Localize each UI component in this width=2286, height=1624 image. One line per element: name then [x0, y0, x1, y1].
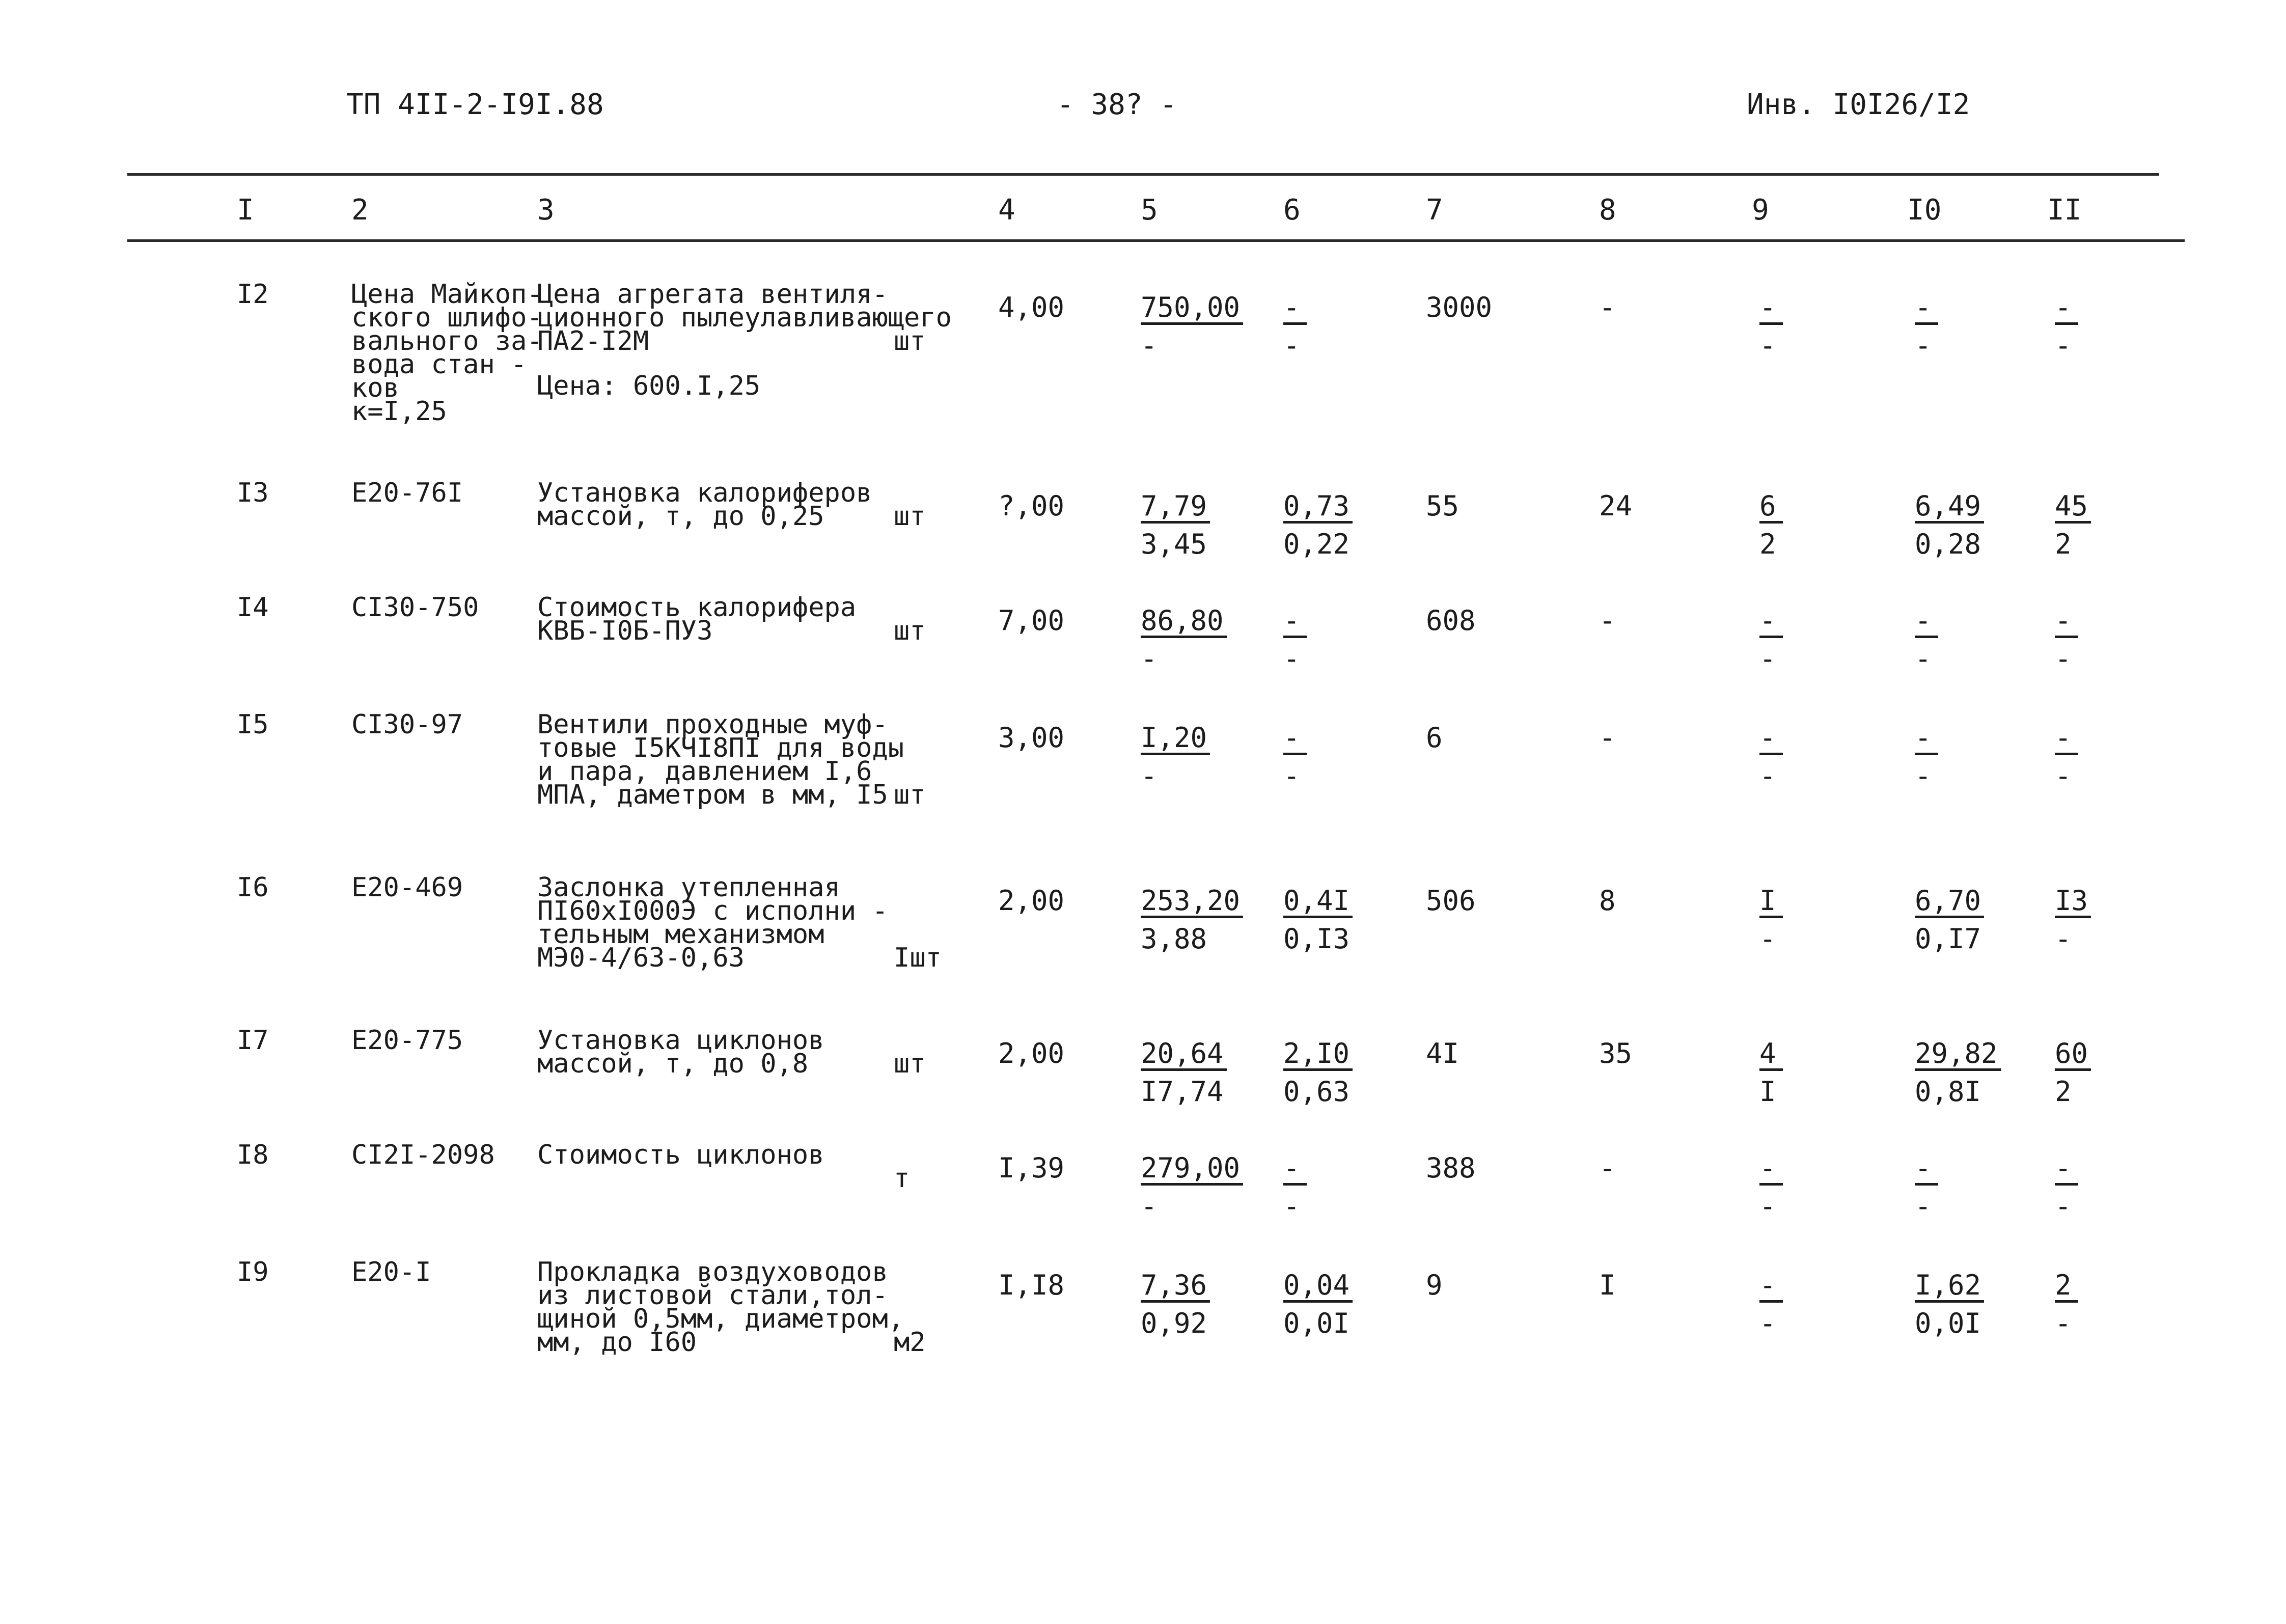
- fraction-value-c10: [1915, 492, 1984, 558]
- numerator: I,20: [1141, 724, 1210, 755]
- denominator: 3,88: [1141, 923, 1207, 955]
- column-number: 4: [998, 194, 1015, 227]
- rate-code: Е20-76I: [351, 478, 463, 508]
- work-description: Цена агрегата вентиля- ционного пылеулавливающего ПА2-I2М: [537, 279, 952, 356]
- value-col8: I: [1599, 1269, 1616, 1301]
- fraction-value-c5: [1141, 1037, 1227, 1108]
- total-cost: 4I: [1426, 1037, 1459, 1069]
- fraction-value-c5: [1141, 724, 1210, 790]
- fraction-value-c6: [1283, 1154, 1307, 1220]
- denominator: -: [1915, 329, 1932, 362]
- denominator: -: [1141, 643, 1158, 675]
- fraction-value-c6: [1283, 724, 1307, 790]
- column-number: 2: [351, 194, 369, 227]
- denominator: I: [1759, 1076, 1776, 1108]
- fraction-value-c6: [1283, 1037, 1353, 1108]
- numerator: -: [1759, 294, 1783, 325]
- fraction-value-c9: [1759, 604, 1783, 675]
- denominator: -: [1915, 760, 1932, 792]
- denominator: -: [1759, 643, 1776, 675]
- numerator: 2: [2055, 1272, 2078, 1303]
- denominator: 0,0I: [1283, 1307, 1350, 1339]
- fraction-value-c10: [1915, 724, 1938, 790]
- row-number: I2: [237, 279, 269, 310]
- work-description: Установка циклонов массой, т, до 0,8: [537, 1025, 824, 1079]
- numerator: -: [1915, 607, 1938, 638]
- value-col8: 24: [1599, 490, 1633, 522]
- price-note: Цена: 600.I,25: [537, 371, 761, 401]
- fraction-value-c9: [1759, 887, 1783, 953]
- unit-of-measure: шт: [894, 501, 926, 532]
- value-col8: 8: [1599, 885, 1616, 917]
- numerator: -: [1759, 607, 1783, 638]
- fraction-value-c5: [1141, 492, 1210, 558]
- numerator: -: [1915, 1154, 1938, 1186]
- column-number: 9: [1752, 194, 1769, 227]
- denominator: -: [1915, 643, 1932, 675]
- total-cost: 608: [1426, 604, 1476, 637]
- column-number: 5: [1141, 194, 1158, 227]
- work-description: Стоимость калорифера КВБ-I0Б-ПУЗ: [537, 592, 857, 646]
- denominator: -: [1759, 1190, 1776, 1222]
- numerator: -: [2055, 724, 2078, 755]
- unit-of-measure: шт: [894, 326, 926, 356]
- denominator: -: [1283, 760, 1300, 792]
- numerator: I3: [2055, 887, 2091, 918]
- numerator: 6: [1759, 492, 1783, 524]
- page-number: - 38? -: [1057, 88, 1177, 121]
- denominator: -: [2055, 760, 2072, 792]
- denominator: -: [2055, 923, 2072, 955]
- row-number: I7: [237, 1025, 269, 1056]
- work-description: Стоимость циклонов: [537, 1140, 824, 1170]
- numerator: 6,49: [1915, 492, 1984, 524]
- fraction-value-c11: [2055, 291, 2078, 362]
- total-cost: 6: [1426, 722, 1443, 754]
- unit-of-measure: шт: [894, 1049, 926, 1079]
- work-description: Вентили проходные муф- товые I5КЧI8ПI для воды и пара, давлением I,6 МПА, даметром в мм, I5: [537, 709, 904, 810]
- numerator: -: [1915, 294, 1938, 325]
- fraction-value-c9: [1759, 492, 1783, 558]
- fraction-value-c5: [1141, 291, 1243, 362]
- fraction-value-c6: [1283, 291, 1307, 362]
- denominator: 0,92: [1141, 1307, 1207, 1339]
- denominator: 0,63: [1283, 1076, 1350, 1108]
- unit-of-measure: Iшт: [894, 943, 942, 973]
- numerator: I,62: [1915, 1272, 1984, 1303]
- numerator: 6,70: [1915, 887, 1984, 918]
- fraction-value-c11: [2055, 887, 2091, 953]
- row-number: I4: [237, 592, 269, 623]
- denominator: 0,0I: [1915, 1307, 1981, 1339]
- rate-code: Е20-I: [351, 1257, 431, 1287]
- document-code: ТП 4II-2-I9I.88: [346, 88, 604, 121]
- work-description: Заслонка утепленная ПI60хI000Э с исполни - тельным механизмом МЭ0-4/63-0,63: [537, 872, 888, 973]
- row-number: I6: [237, 872, 269, 903]
- unit-of-measure: т: [894, 1163, 910, 1194]
- quantity: 2,00: [998, 1037, 1065, 1069]
- total-cost: 388: [1426, 1152, 1476, 1184]
- fraction-value-c11: [2055, 1269, 2078, 1339]
- denominator: -: [1915, 1190, 1932, 1222]
- quantity: ?,00: [998, 490, 1065, 522]
- numerator: 0,73: [1283, 492, 1353, 524]
- numerator: -: [2055, 1154, 2078, 1186]
- inventory-number: Инв. I0I26/I2: [1747, 88, 1970, 121]
- column-number: II: [2047, 194, 2082, 227]
- column-number: 6: [1283, 194, 1301, 227]
- denominator: -: [2055, 329, 2072, 362]
- column-number: 8: [1599, 194, 1616, 227]
- fraction-value-c5: [1141, 1154, 1243, 1220]
- numerator: 279,00: [1141, 1154, 1243, 1186]
- denominator: I7,74: [1141, 1076, 1224, 1108]
- numerator: -: [1759, 1154, 1783, 1186]
- denominator: -: [1759, 760, 1776, 792]
- total-cost: 9: [1426, 1269, 1443, 1301]
- denominator: 2: [1759, 528, 1776, 560]
- work-description: Установка калориферов массой, т, до 0,25: [537, 478, 872, 532]
- numerator: 45: [2055, 492, 2091, 524]
- row-number: I5: [237, 709, 269, 740]
- rate-code: СI2I-2098: [351, 1140, 495, 1170]
- fraction-value-c6: [1283, 887, 1353, 953]
- fraction-value-c5: [1141, 604, 1227, 675]
- numerator: -: [2055, 607, 2078, 638]
- column-number: 3: [537, 194, 555, 227]
- fraction-value-c11: [2055, 1037, 2091, 1108]
- denominator: -: [1283, 643, 1300, 675]
- fraction-value-c9: [1759, 1154, 1783, 1220]
- denominator: -: [2055, 1190, 2072, 1222]
- denominator: 0,I7: [1915, 923, 1981, 955]
- fraction-value-c6: [1283, 604, 1307, 675]
- numerator: 7,79: [1141, 492, 1210, 524]
- fraction-value-c10: [1915, 887, 1984, 953]
- numerator: -: [1283, 294, 1307, 325]
- numerator: I: [1759, 887, 1783, 918]
- unit-of-measure: шт: [894, 780, 926, 810]
- fraction-value-c9: [1759, 1037, 1783, 1108]
- numerator: 750,00: [1141, 294, 1243, 325]
- denominator: -: [1141, 329, 1158, 362]
- total-cost: 506: [1426, 885, 1476, 917]
- row-number: I8: [237, 1140, 269, 1170]
- unit-of-measure: м2: [894, 1327, 926, 1358]
- total-cost: 3000: [1426, 291, 1493, 323]
- fraction-value-c9: [1759, 291, 1783, 362]
- denominator: -: [1283, 1190, 1300, 1222]
- fraction-value-c9: [1759, 1269, 1783, 1339]
- numerator: -: [2055, 294, 2078, 325]
- numerator: 7,36: [1141, 1272, 1210, 1303]
- fraction-value-c5: [1141, 887, 1243, 953]
- fraction-value-c10: [1915, 1037, 2001, 1108]
- column-number: I0: [1907, 194, 1942, 227]
- fraction-value-c10: [1915, 1269, 1984, 1339]
- unit-of-measure: шт: [894, 616, 926, 646]
- fraction-value-c10: [1915, 291, 1938, 362]
- rate-code: Е20-469: [351, 872, 463, 903]
- denominator: -: [2055, 643, 2072, 675]
- fraction-value-c11: [2055, 604, 2078, 675]
- denominator: -: [1759, 1307, 1776, 1339]
- denominator: 2: [2055, 1076, 2072, 1108]
- denominator: -: [1283, 329, 1300, 362]
- value-col8: -: [1599, 604, 1616, 637]
- numerator: -: [1915, 724, 1938, 755]
- fraction-value-c11: [2055, 492, 2091, 558]
- work-description: Прокладка воздуховодов из листовой стали,тол- щиной 0,5мм, диаметром, мм, до I60: [537, 1257, 904, 1358]
- numerator: 20,64: [1141, 1040, 1227, 1071]
- quantity: 4,00: [998, 291, 1065, 323]
- table-top-rule: [127, 173, 2159, 176]
- denominator: 2: [2055, 528, 2072, 560]
- fraction-value-c10: [1915, 1154, 1938, 1220]
- numerator: -: [1283, 1154, 1307, 1186]
- fraction-value-c6: [1283, 1269, 1353, 1339]
- fraction-value-c6: [1283, 492, 1353, 558]
- denominator: -: [2055, 1307, 2072, 1339]
- fraction-value-c11: [2055, 1154, 2078, 1220]
- denominator: 0,22: [1283, 528, 1350, 560]
- quantity: 2,00: [998, 885, 1065, 917]
- numerator: 60: [2055, 1040, 2091, 1071]
- rate-code: Е20-775: [351, 1025, 463, 1056]
- numerator: 29,82: [1915, 1040, 2001, 1071]
- total-cost: 55: [1426, 490, 1459, 522]
- value-col8: -: [1599, 722, 1616, 754]
- row-number: I3: [237, 478, 269, 508]
- numerator: -: [1283, 724, 1307, 755]
- denominator: -: [1141, 1190, 1158, 1222]
- quantity: I,39: [998, 1152, 1065, 1184]
- fraction-value-c5: [1141, 1269, 1210, 1339]
- fraction-value-c10: [1915, 604, 1938, 675]
- value-col8: -: [1599, 291, 1616, 323]
- fraction-value-c11: [2055, 724, 2078, 790]
- numerator: 0,4I: [1283, 887, 1353, 918]
- numerator: -: [1283, 607, 1307, 638]
- row-number: I9: [237, 1257, 269, 1287]
- denominator: -: [1141, 760, 1158, 792]
- rate-code: СI30-97: [351, 709, 463, 740]
- denominator: 0,I3: [1283, 923, 1350, 955]
- denominator: -: [1759, 329, 1776, 362]
- value-col8: 35: [1599, 1037, 1633, 1069]
- rate-code: Цена Майкоп- ского шлифо- вального за- вода стан - ков к=I,25: [351, 279, 543, 427]
- fraction-value-c9: [1759, 724, 1783, 790]
- quantity: 7,00: [998, 604, 1065, 637]
- numerator: 253,20: [1141, 887, 1243, 918]
- column-number: 7: [1426, 194, 1443, 227]
- quantity: I,I8: [998, 1269, 1065, 1301]
- quantity: 3,00: [998, 722, 1065, 754]
- numerator: 4: [1759, 1040, 1783, 1071]
- column-number: I: [237, 194, 254, 227]
- denominator: 0,28: [1915, 528, 1981, 560]
- rate-code: СI30-750: [351, 592, 479, 623]
- numerator: -: [1759, 1272, 1783, 1303]
- numerator: 2,I0: [1283, 1040, 1353, 1071]
- numerator: 86,80: [1141, 607, 1227, 638]
- numerator: -: [1759, 724, 1783, 755]
- denominator: -: [1759, 923, 1776, 955]
- denominator: 3,45: [1141, 528, 1207, 560]
- numerator: 0,04: [1283, 1272, 1353, 1303]
- value-col8: -: [1599, 1152, 1616, 1184]
- header-bottom-rule: [127, 239, 2185, 242]
- denominator: 0,8I: [1915, 1076, 1981, 1108]
